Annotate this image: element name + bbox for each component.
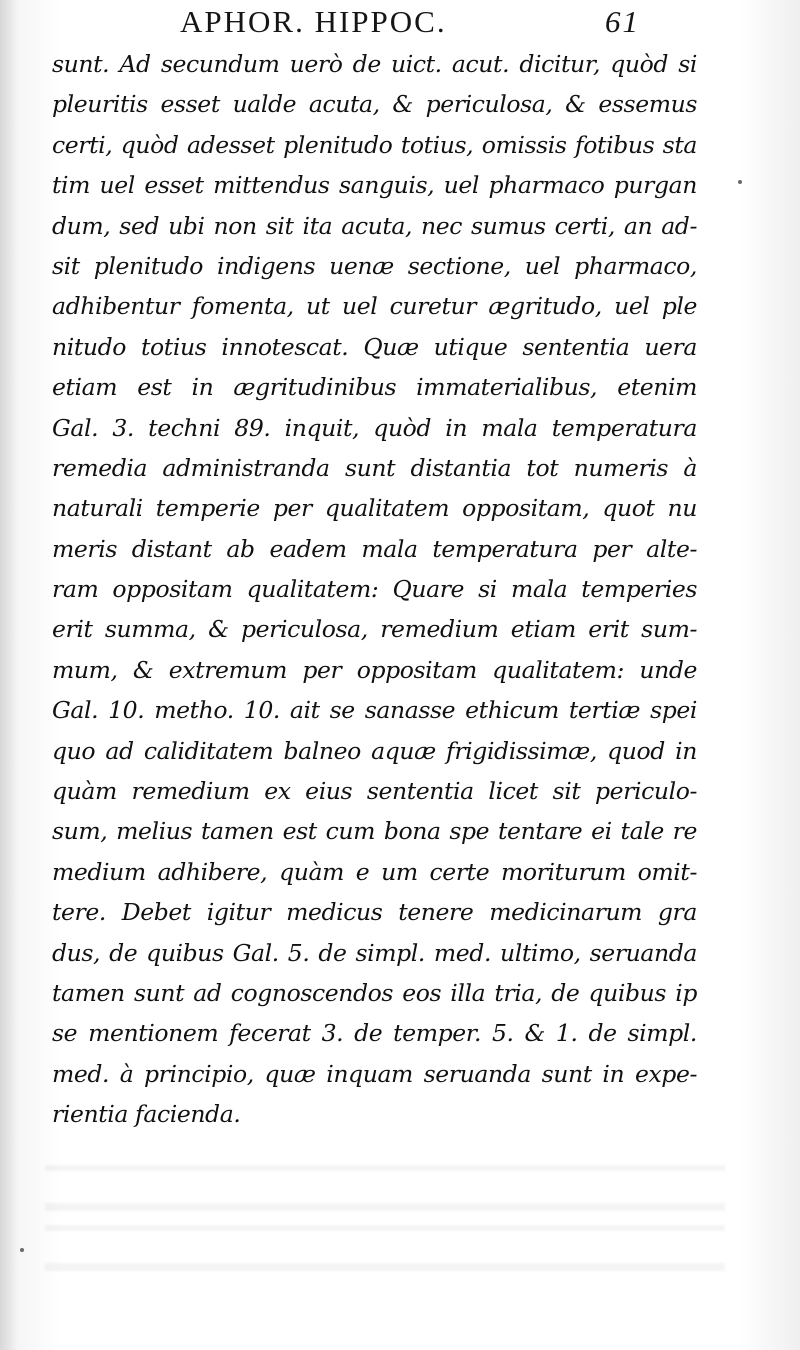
text-line: dus, de quibus Gal. 5. de simpl. med. ultimo, seruanda [52,938,697,967]
text-line: quo ad caliditatem balneo aquæ frigidissimæ, quod in [52,736,697,765]
show-through-text [45,1165,725,1225]
text-line: mum, & extremum per oppositam qualitatem: unde [52,655,697,684]
text-line: dum, sed ubi non sit ita acuta, nec sumus certi, an ad- [52,211,697,240]
text-line: certi, quòd adesset plenitudo totius, omissis fotibus sta [52,130,697,159]
text-line: etiam est in ægritudinibus immaterialibus, etenim [52,373,697,402]
body-text [52,44,697,1135]
text-line: ram oppositam qualitatem: Quare si mala temperies [52,575,697,604]
text-line: remedia administranda sunt distantia tot numeris à [52,453,697,482]
running-head [180,4,640,44]
text-line: quàm remedium ex eius sententia licet sit periculo- [52,777,697,806]
text-line: medium adhibere, quàm e um certe moriturum omit- [52,857,697,886]
text-line: adhibentur fomenta, ut uel curetur ægritudo, uel ple [52,292,697,321]
text-line: se mentionem fecerat 3. de temper. 5. & 1. de simpl. [52,1019,697,1048]
gutter-shadow [0,0,18,1350]
show-through-text [45,1225,725,1285]
text-line: tere. Debet igitur medicus tenere medicinarum gra [52,898,697,927]
text-line: med. à principio, quæ inquam seruanda sunt in expe- [52,1059,697,1088]
text-line: meris distant ab eadem mala temperatura per alte- [52,534,697,563]
text-line: sum, melius tamen est cum bona spe tentare ei tale re [52,817,697,846]
text-line: nitudo totius innotescat. Quæ utique sententia uera [52,332,697,361]
text-line: Gal. 3. techni 89. inquit, quòd in mala temperatura [52,413,697,442]
running-title: APHOR. HIPPOC. [180,4,447,39]
text-line: sit plenitudo indigens uenæ sectione, uel pharmaco, [52,251,697,280]
text-line: rientia facienda. [52,1100,241,1129]
text-line: tim uel esset mittendus sanguis, uel pharmaco purgan [52,171,697,200]
paper-speck [20,1248,24,1252]
text-line: Gal. 10. metho. 10. ait se sanasse ethicum tertiæ spei [52,696,697,725]
page-number: 61 [605,4,640,39]
text-line: sunt. Ad secundum uerò de uict. acut. dicitur, quòd si [52,50,697,78]
text-line: naturali temperie per qualitatem oppositam, quot nu [52,494,697,523]
text-line: erit summa, & periculosa, remedium etiam erit sum- [52,615,697,644]
text-line: pleuritis esset ualde acuta, & periculosa, & essemus [52,90,697,119]
paper-speck [738,180,742,184]
text-line: tamen sunt ad cognoscendos eos illa tria, de quibus ip [52,978,697,1007]
